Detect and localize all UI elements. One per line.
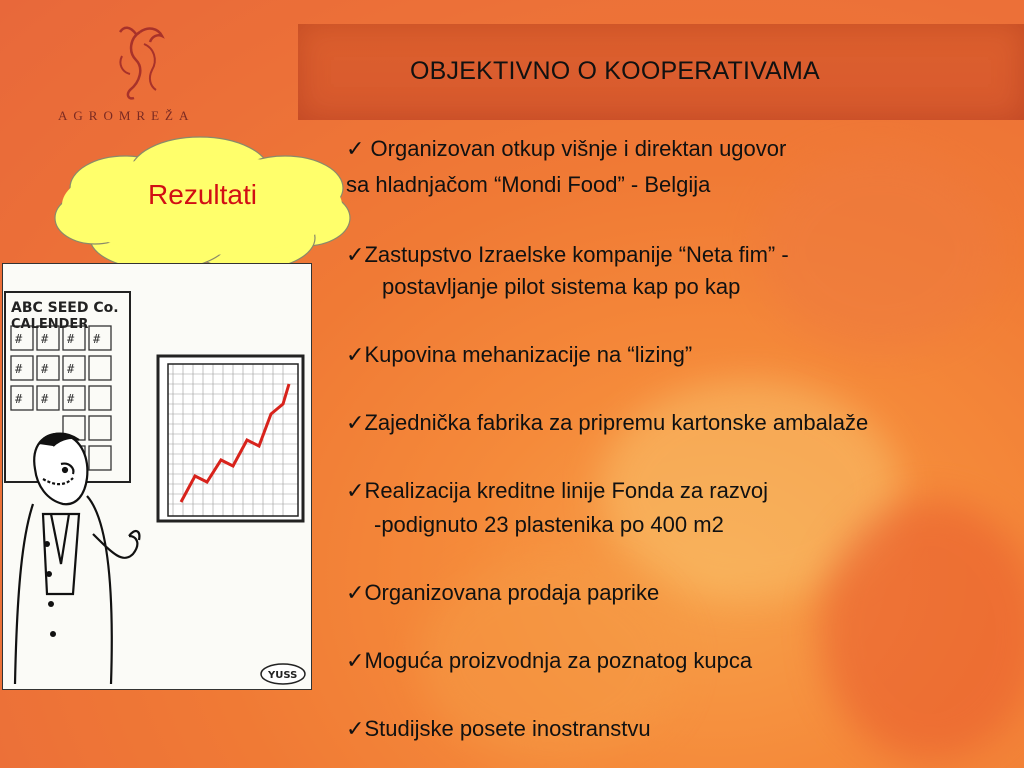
background-blob <box>820 500 1024 760</box>
calendar-title-line2: CALENDER <box>11 317 89 332</box>
check-icon: ✓ <box>346 410 365 435</box>
check-icon: ✓ <box>346 136 365 161</box>
check-icon: ✓ <box>346 242 365 267</box>
check-icon: ✓ <box>346 580 365 605</box>
svg-text:#: # <box>15 392 23 406</box>
svg-text:#: # <box>67 332 75 346</box>
list-item: ✓Realizacija kreditne linije Fonda za razvoj <box>346 478 768 503</box>
calendar-title-line1: ABC SEED Co. <box>11 300 119 316</box>
list-item: ✓ Organizovan otkup višnje i direktan ugovor <box>346 136 787 161</box>
list-item-continuation: sa hladnjačom “Mondi Food” - Belgija <box>346 172 711 197</box>
list-item: ✓Studijske posete inostranstvu <box>346 716 651 741</box>
list-item: ✓Moguća proizvodnja za poznatog kupca <box>346 648 753 673</box>
svg-text:#: # <box>67 392 75 406</box>
svg-text:#: # <box>15 332 23 346</box>
list-item-continuation: -podignuto 23 plastenika po 400 m2 <box>374 512 724 537</box>
svg-text:#: # <box>93 332 101 346</box>
bull-logo-icon <box>100 20 180 110</box>
list-item-continuation: postavljanje pilot sistema kap po kap <box>382 274 741 299</box>
list-item: ✓Zajednička fabrika za pripremu kartonske ambalaže <box>346 410 869 435</box>
results-label: Rezultati <box>148 179 257 210</box>
svg-text:#: # <box>67 362 75 376</box>
svg-text:#: # <box>41 332 49 346</box>
list-item: ✓Kupovina mehanizacije na “lizing” <box>346 342 693 367</box>
check-icon: ✓ <box>346 648 365 673</box>
presenter-cartoon-icon <box>3 264 311 689</box>
slide-title: OBJEKTIVNO O KOOPERATIVAMA <box>410 57 820 85</box>
svg-text:#: # <box>15 362 23 376</box>
check-icon: ✓ <box>346 342 365 367</box>
logo-text: AGROMREŽA <box>58 108 195 123</box>
cloud-callout <box>50 133 355 273</box>
svg-text:#: # <box>41 362 49 376</box>
check-icon: ✓ <box>346 478 365 503</box>
check-icon: ✓ <box>346 716 365 741</box>
cartoon-signature: YUSS <box>268 670 298 681</box>
svg-text:#: # <box>41 392 49 406</box>
cartoon-illustration <box>2 263 312 690</box>
agromreza-logo <box>45 20 235 135</box>
background-blob <box>760 150 1000 350</box>
list-item: ✓Organizovana prodaja paprike <box>346 580 660 605</box>
list-item: ✓Zastupstvo Izraelske kompanije “Neta fim” - <box>346 242 789 267</box>
